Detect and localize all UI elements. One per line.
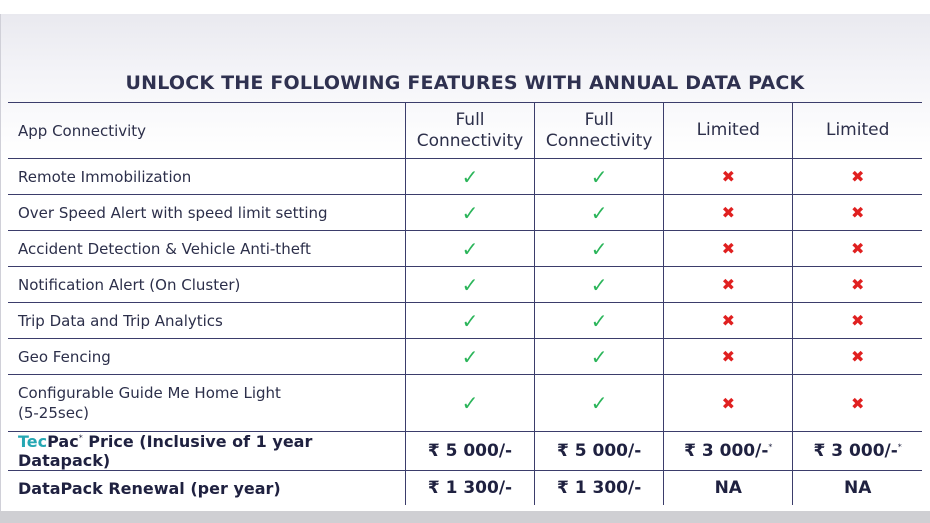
cross-icon: ✖ [850, 167, 865, 186]
feature-cell [664, 267, 793, 303]
feature-row [8, 303, 922, 339]
feature-cell [664, 339, 793, 375]
cross-icon: ✖ [850, 203, 865, 222]
feature-row [8, 195, 922, 231]
feature-row [8, 231, 922, 267]
feature-cell [535, 195, 664, 231]
cross-icon: ✖ [721, 275, 735, 294]
check-icon: ✓ [590, 164, 608, 189]
check-icon: ✓ [590, 391, 608, 415]
renewal-cell: NA [793, 471, 922, 506]
renewal-cell: ₹ 1 300/- [535, 471, 664, 506]
cross-icon: ✖ [721, 203, 735, 222]
cross-icon: ✖ [850, 239, 865, 258]
brand-mark: * [78, 433, 83, 443]
price-cell: ₹ 3 000/-* [664, 432, 793, 471]
check-icon: ✓ [461, 272, 479, 297]
feature-cell [535, 339, 664, 375]
feature-cell [405, 195, 534, 231]
price-cell: ₹ 3 000/-* [793, 432, 922, 471]
price-row [8, 432, 922, 471]
page-title: UNLOCK THE FOLLOWING FEATURES WITH ANNUAL DATA PACK [125, 72, 805, 94]
feature-cell [664, 375, 793, 432]
feature-cell [793, 231, 922, 267]
cross-icon: ✖ [721, 393, 735, 413]
feature-row [8, 159, 922, 195]
feature-cell [535, 375, 664, 432]
feature-cell [405, 159, 534, 195]
brand-tec: Tec [18, 432, 48, 451]
feature-cell [793, 375, 922, 432]
renewal-cell: NA [664, 471, 793, 506]
feature-cell [405, 231, 534, 267]
cross-icon: ✖ [721, 167, 735, 186]
check-icon: ✓ [590, 344, 608, 369]
renewal-cell: ₹ 1 300/- [405, 471, 534, 506]
price-cell: ₹ 5 000/- [405, 432, 534, 471]
feature-cell [793, 267, 922, 303]
feature-cell [405, 339, 534, 375]
feature-cell [405, 375, 534, 432]
feature-cell [535, 231, 664, 267]
check-icon: ✓ [461, 344, 479, 369]
price-label [8, 432, 405, 471]
bottom-bar [0, 511, 930, 523]
check-icon: ✓ [461, 236, 479, 261]
cross-icon: ✖ [850, 311, 865, 330]
header-col-1: Full Connectivity [405, 103, 534, 159]
feature-row [8, 267, 922, 303]
cross-icon: ✖ [850, 347, 865, 366]
feature-row [8, 339, 922, 375]
cross-icon: ✖ [721, 311, 735, 330]
header-col-2: Full Connectivity [535, 103, 664, 159]
feature-label: Trip Data and Trip Analytics [8, 303, 405, 339]
renewal-label: DataPack Renewal (per year) [8, 471, 405, 506]
feature-label: Remote Immobilization [8, 159, 405, 195]
feature-cell [535, 303, 664, 339]
feature-cell [793, 303, 922, 339]
feature-cell [664, 303, 793, 339]
price-label-text: Price (Inclusive of 1 year Datapack) [18, 432, 313, 470]
check-icon: ✓ [590, 308, 608, 333]
check-icon: ✓ [461, 308, 479, 333]
brand-pac: Pac [47, 432, 79, 451]
feature-label: Over Speed Alert with speed limit setting [8, 195, 405, 231]
check-icon: ✓ [590, 236, 608, 261]
check-icon: ✓ [461, 200, 479, 225]
feature-cell [405, 267, 534, 303]
feature-label: Geo Fencing [8, 339, 405, 375]
feature-cell [664, 159, 793, 195]
feature-cell [793, 159, 922, 195]
feature-cell [793, 339, 922, 375]
feature-cell [535, 267, 664, 303]
feature-cell [664, 195, 793, 231]
feature-cell [664, 231, 793, 267]
header-col-3: Limited [664, 103, 793, 159]
feature-table [8, 102, 922, 505]
check-icon: ✓ [590, 200, 608, 225]
header-feature-cell: App Connectivity [8, 103, 405, 159]
cross-icon: ✖ [721, 239, 735, 258]
feature-cell [535, 159, 664, 195]
check-icon: ✓ [590, 272, 608, 297]
header-row [8, 103, 922, 159]
renewal-row [8, 471, 922, 506]
feature-label: Configurable Guide Me Home Light (5-25sec) [8, 375, 405, 432]
cross-icon: ✖ [850, 393, 865, 413]
feature-row [8, 375, 922, 432]
check-icon: ✓ [461, 164, 479, 189]
feature-label: Accident Detection & Vehicle Anti-theft [8, 231, 405, 267]
cross-icon: ✖ [850, 275, 865, 294]
feature-cell [405, 303, 534, 339]
cross-icon: ✖ [721, 347, 735, 366]
feature-label: Notification Alert (On Cluster) [8, 267, 405, 303]
price-cell: ₹ 5 000/- [535, 432, 664, 471]
check-icon: ✓ [461, 391, 479, 415]
header-col-4: Limited [793, 103, 922, 159]
feature-cell [793, 195, 922, 231]
